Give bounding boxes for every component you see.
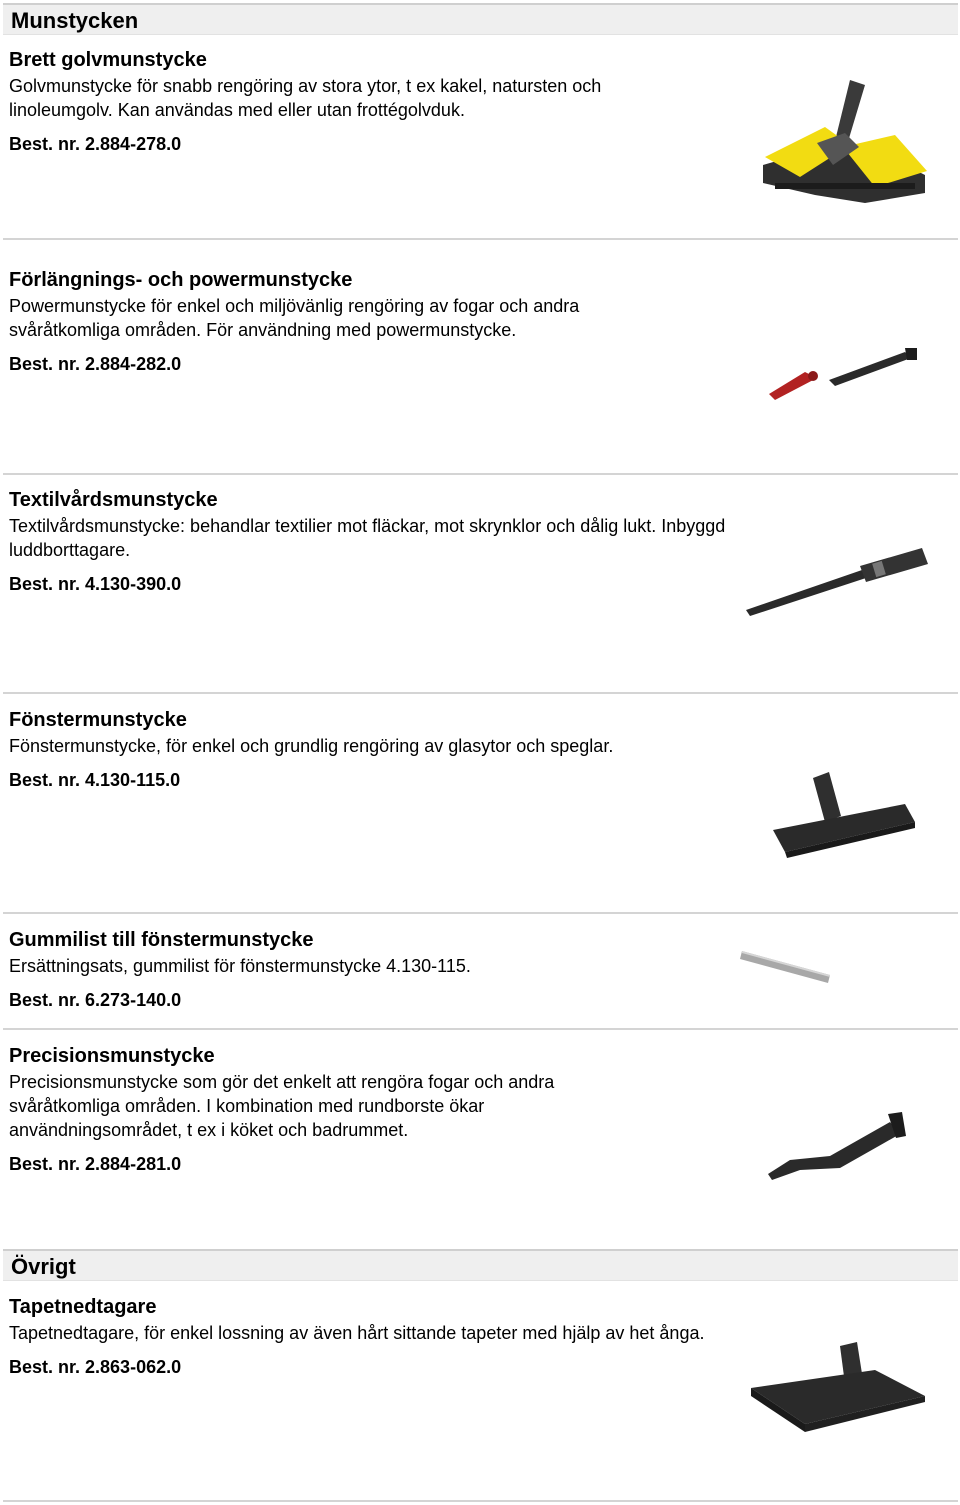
- floor-nozzle-image: [755, 75, 935, 215]
- order-number: Best. nr. 2.884-282.0: [9, 354, 182, 374]
- product-item-tapetnedtagare: [9, 1295, 729, 1379]
- product-title: Förlängnings- och powermunstycke: [9, 269, 353, 291]
- product-description: Ersättningsats, gummilist för fönstermunstycke 4.130-115.: [9, 956, 471, 976]
- product-item-brett-golvmunstycke: [9, 48, 729, 156]
- divider: [3, 692, 958, 694]
- order-number: Best. nr. 4.130-115.0: [9, 770, 181, 790]
- divider: [3, 912, 958, 914]
- divider: [3, 473, 958, 475]
- product-item-gummilist: [9, 928, 729, 1012]
- product-title: Tapetnedtagare: [9, 1296, 157, 1318]
- product-description: Fönstermunstycke, för enkel och grundlig rengöring av glasytor och speglar.: [9, 736, 614, 756]
- divider: [3, 238, 958, 240]
- product-title: Precisionsmunstycke: [9, 1045, 215, 1067]
- section-title: Munstycken: [11, 8, 139, 33]
- product-title: Fönstermunstycke: [9, 709, 187, 731]
- product-item-forlangnings-och-powermunstycke: [9, 268, 729, 376]
- order-number: Best. nr. 2.884-281.0: [9, 1154, 182, 1174]
- product-title: Gummilist till fönstermunstycke: [9, 929, 314, 951]
- divider: [3, 1500, 958, 1502]
- textile-nozzle-image: [742, 540, 937, 620]
- product-item-textilvardsmunstycke: [9, 488, 729, 596]
- product-item-precisionsmunstycke: [9, 1044, 729, 1176]
- section-header-ovrigt: [3, 1249, 958, 1281]
- divider: [3, 1028, 958, 1030]
- product-title: Brett golvmunstycke: [9, 49, 207, 71]
- rubber-strip-image: [740, 945, 835, 990]
- product-description: Golvmunstycke för snabb rengöring av stora ytor, t ex kakel, natursten och linoleumgolv. Kan användas med eller utan frottégolvduk.: [9, 76, 602, 120]
- power-nozzle-image: [765, 340, 925, 405]
- order-number: Best. nr. 2.884-278.0: [9, 134, 182, 154]
- section-header-munstycken: [3, 3, 958, 35]
- product-description: Precisionsmunstycke som gör det enkelt att rengöra fogar och andra svåråtkomliga områden. I kombination med rundborste ökar användningsområdet, t ex i köket och badrummet.: [9, 1072, 555, 1140]
- order-number: Best. nr. 4.130-390.0: [9, 574, 182, 594]
- section-title: Övrigt: [11, 1254, 76, 1279]
- product-description: Powermunstycke för enkel och miljövänlig rengöring av fogar och andra svåråtkomliga områden. För användning med powermunstycke.: [9, 296, 580, 340]
- order-number: Best. nr. 2.863-062.0: [9, 1357, 182, 1377]
- window-nozzle-image: [765, 768, 925, 863]
- product-description: Tapetnedtagare, för enkel lossning av även hårt sittande tapeter med hjälp av het ånga.: [9, 1323, 705, 1343]
- product-description: Textilvårdsmunstycke: behandlar textilier mot fläckar, mot skrynklor och dålig lukt. Inbyggd luddborttagare.: [9, 516, 726, 560]
- wallpaper-stripper-image: [745, 1340, 940, 1440]
- product-title: Textilvårdsmunstycke: [9, 489, 218, 511]
- precision-nozzle-image: [760, 1108, 910, 1183]
- order-number: Best. nr. 6.273-140.0: [9, 990, 182, 1010]
- product-item-fonstermunstycke: [9, 708, 729, 792]
